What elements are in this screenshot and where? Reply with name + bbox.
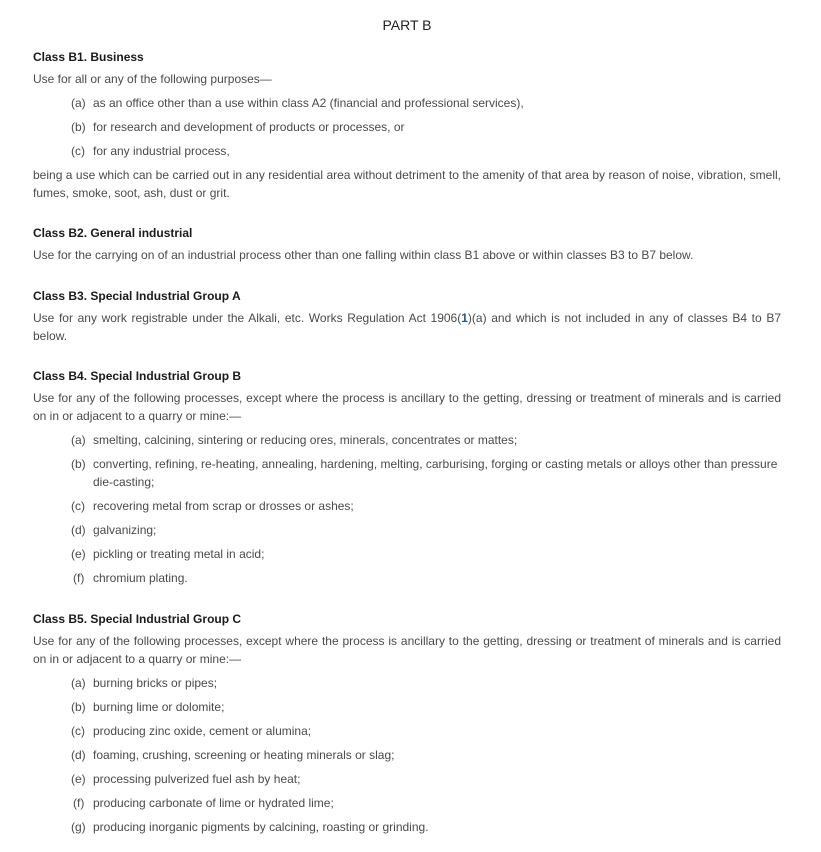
list-item-text: as an office other than a use within class A2 (financial and professional services), [93, 96, 524, 110]
class-b5-intro: Use for any of the following processes, except where the process is ancillary to the getting, dressing or treatment of minerals and is carried on in or adjacent to a quarry or mine:— [33, 634, 781, 666]
list-item [33, 545, 781, 563]
class-b3-text [33, 309, 781, 345]
class-b1-heading: Class B1. Business [33, 50, 144, 64]
list-item [33, 818, 781, 836]
class-b2-section [33, 224, 781, 264]
list-item-label: (f) [73, 571, 85, 585]
list-item-text: converting, refining, re-heating, annealing, hardening, melting, carburising, forging or casting metals or alloys other than pressure die-casting; [93, 457, 778, 489]
class-b4-list [33, 431, 781, 587]
list-item-text: producing inorganic pigments by calcining, roasting or grinding. [93, 820, 429, 834]
list-item-label: (a) [71, 96, 86, 110]
class-b5-heading: Class B5. Special Industrial Group C [33, 612, 242, 626]
class-b1-list [33, 94, 781, 160]
list-item-label: (b) [71, 120, 86, 134]
list-item [33, 455, 781, 491]
list-item-text: chromium plating. [93, 571, 188, 585]
list-item [33, 521, 781, 539]
list-item [33, 698, 781, 716]
class-b5-section [33, 610, 781, 836]
class-b5-list [33, 674, 781, 836]
class-b4-heading: Class B4. Special Industrial Group B [33, 369, 242, 383]
list-item-label: (c) [71, 144, 85, 158]
list-item-text: smelting, calcining, sintering or reducing ores, minerals, concentrates or mattes; [93, 433, 518, 447]
list-item-label: (f) [73, 796, 85, 810]
list-item [33, 770, 781, 788]
class-b4-intro: Use for any of the following processes, except where the process is ancillary to the getting, dressing or treatment of minerals and is carried on in or adjacent to a quarry or mine:— [33, 391, 781, 423]
list-item-label: (c) [71, 499, 85, 513]
list-item-text: burning bricks or pipes; [93, 676, 218, 690]
list-item-text: galvanizing; [93, 523, 157, 537]
list-item-label: (d) [71, 523, 86, 537]
list-item-label: (g) [71, 820, 86, 834]
list-item [33, 794, 781, 812]
list-item-text: foaming, crushing, screening or heating minerals or slag; [93, 748, 395, 762]
list-item [33, 497, 781, 515]
list-item-text: recovering metal from scrap or drosses or ashes; [93, 499, 354, 513]
part-title: PART B [382, 17, 432, 33]
list-item-label: (e) [71, 547, 86, 561]
list-item-label: (c) [71, 724, 85, 738]
class-b4-section [33, 367, 781, 587]
class-b1-intro: Use for all or any of the following purposes— [33, 72, 272, 86]
class-b3-text-before: Use for any work registrable under the Alkali, etc. Works Regulation Act 1906( [33, 311, 462, 325]
list-item-label: (a) [71, 433, 86, 447]
list-item [33, 674, 781, 692]
list-item-label: (b) [71, 700, 86, 714]
list-item-label: (d) [71, 748, 86, 762]
list-item-text: producing carbonate of lime or hydrated lime; [93, 796, 334, 810]
list-item-text: pickling or treating metal in acid; [93, 547, 265, 561]
class-b2-heading: Class B2. General industrial [33, 226, 193, 240]
list-item [33, 142, 781, 160]
class-b1-closing: being a use which can be carried out in any residential area without detriment to the amenity of that area by reason of noise, vibration, smell, fumes, smoke, soot, ash, dust or grit. [33, 168, 781, 200]
list-item-text: producing zinc oxide, cement or alumina; [93, 724, 312, 738]
class-b3-section [33, 287, 781, 345]
list-item [33, 118, 781, 136]
list-item [33, 746, 781, 764]
list-item-text: for any industrial process, [93, 144, 230, 158]
list-item-label: (e) [71, 772, 86, 786]
footnote-link[interactable]: 1 [461, 311, 468, 325]
list-item [33, 94, 781, 112]
list-item [33, 569, 781, 587]
list-item-label: (b) [71, 457, 86, 471]
class-b1-section [33, 48, 781, 202]
class-b2-text: Use for the carrying on of an industrial process other than one falling within class B1 above or within classes B3 to B7 below. [33, 248, 694, 262]
list-item-label: (a) [71, 676, 86, 690]
list-item-text: for research and development of products or processes, or [93, 120, 405, 134]
list-item-text: burning lime or dolomite; [93, 700, 225, 714]
list-item-text: processing pulverized fuel ash by heat; [93, 772, 301, 786]
class-b3-text-after: )(a) and which is not included in any of classes B4 to B7 below. [33, 311, 781, 343]
list-item [33, 722, 781, 740]
class-b3-heading: Class B3. Special Industrial Group A [33, 289, 241, 303]
list-item [33, 431, 781, 449]
